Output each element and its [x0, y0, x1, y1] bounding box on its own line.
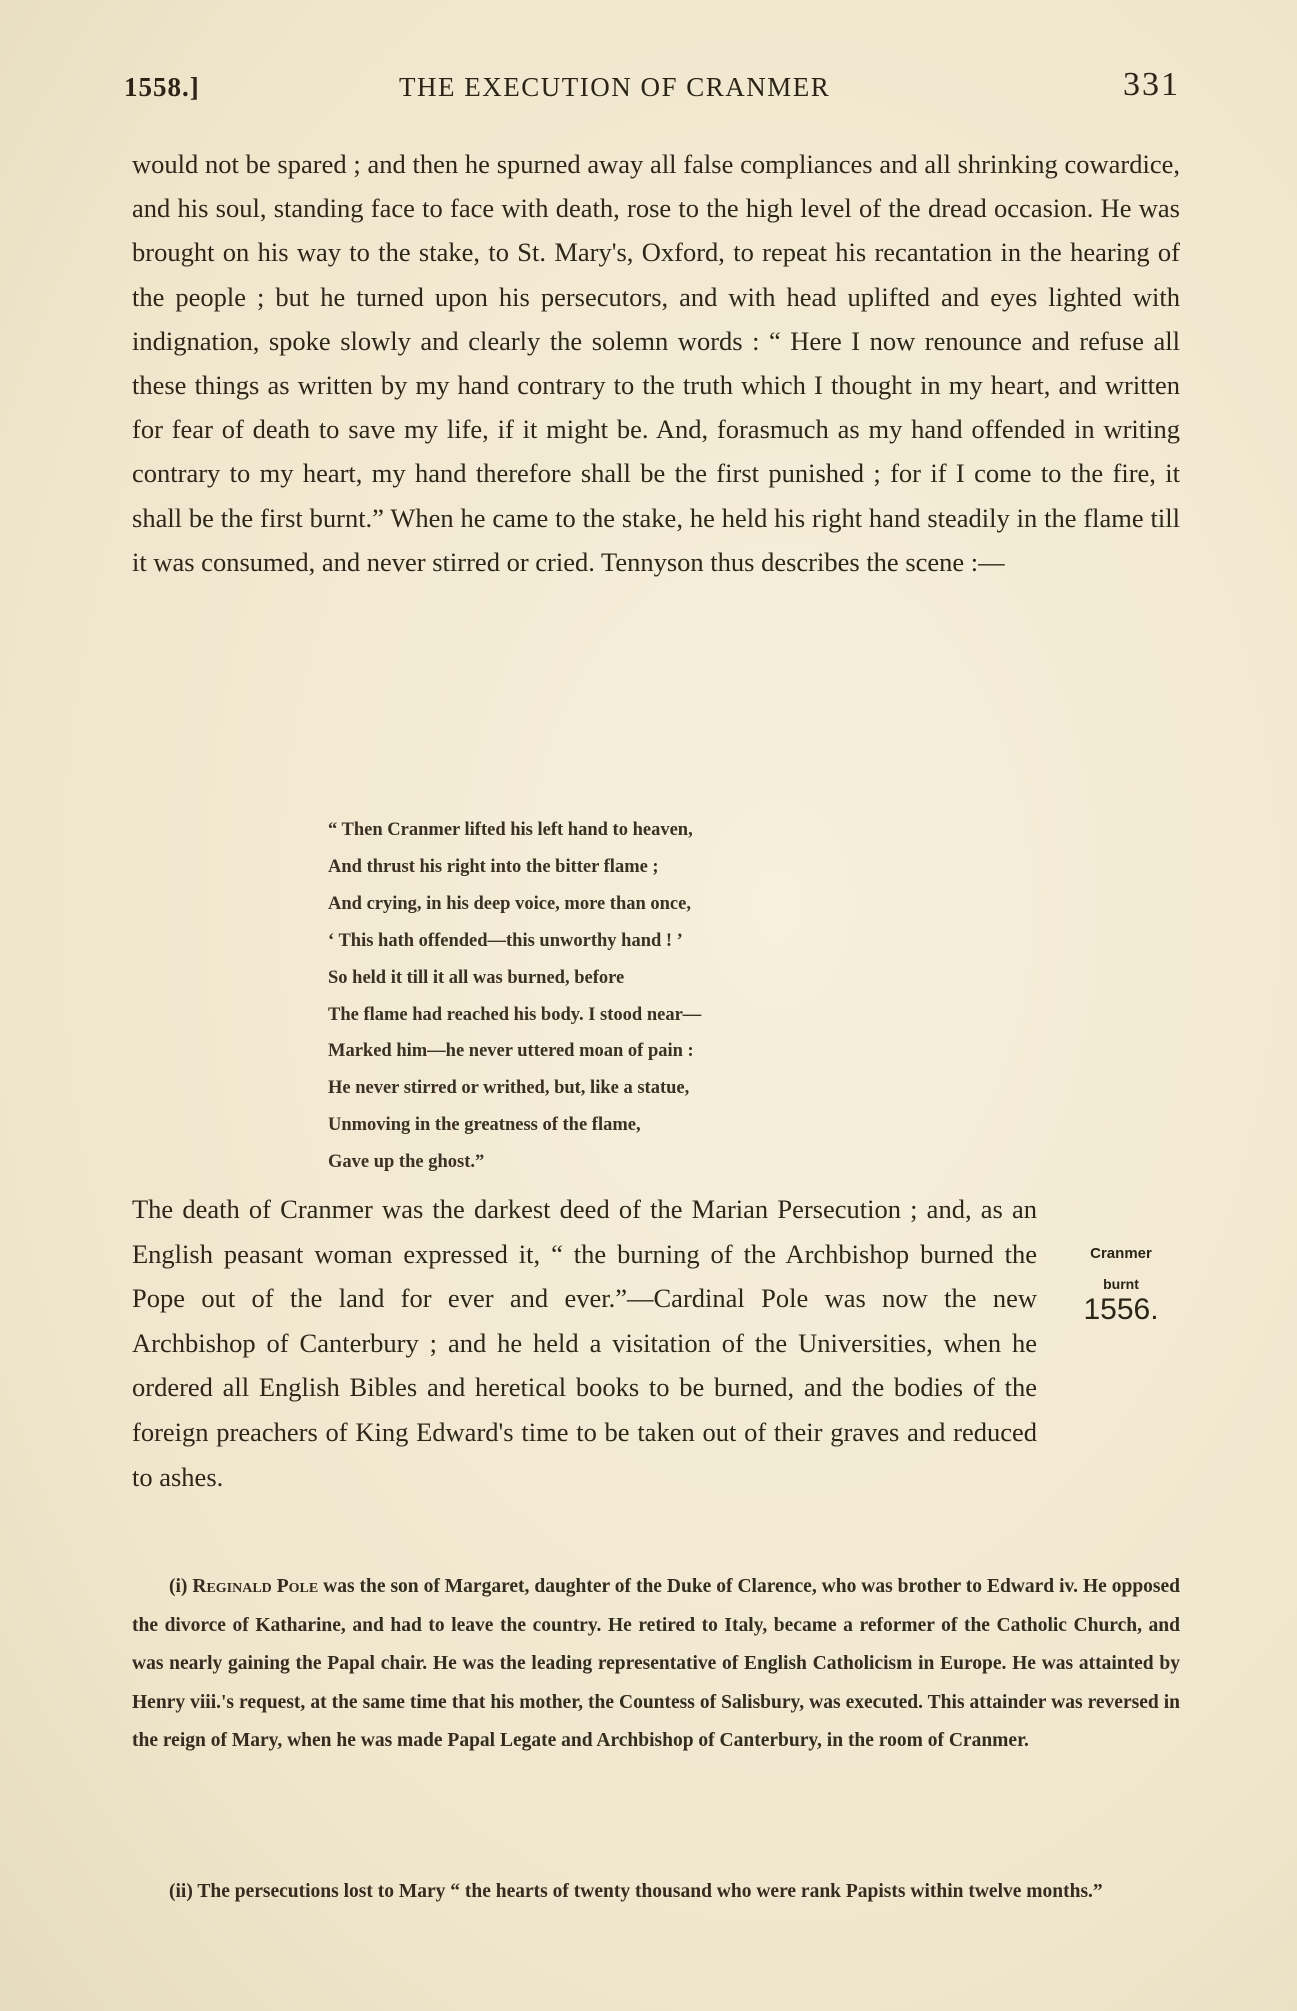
footnote-name: Reginald Pole: [192, 1576, 319, 1597]
poem-line: He never stirred or writhed, but, like a statue,: [328, 1078, 690, 1099]
paragraph-marian-persecution: The death of Cranmer was the darkest deed of the Marian Persecution ; and, as an English peasant woman expressed it, “ the burning of the Archbishop burned the Pope out of the land for ever and ever.”—Cardinal Pole was now the new Archbishop of Canterbury ; and he held a visitation of the Universities, when he ordered all English Bibles and heretical books to be burned, and the bodies of the foreign preachers of King Edward's time to be taken out of their graves and reduced to ashes.: [132, 1194, 1037, 1492]
footnote-persecutions: [132, 1873, 1180, 1912]
footnote-text: The persecutions lost to Mary “ the hearts of twenty thousand who were rank Papists within twelve months.”: [197, 1881, 1103, 1902]
footnote-marker: (ii): [169, 1881, 193, 1902]
margin-note-cranmer: Cranmer: [1090, 1245, 1152, 1262]
footnote-marker: (i): [169, 1576, 188, 1597]
page-number: 331: [1123, 66, 1180, 103]
paragraph-cranmer-recantation: would not be spared ; and then he spurned away all false compliances and all shrinking cowardice, and his soul, standing face to face with death, rose to the high level of the dread occasion. He was brought on his way to the stake, to St. Mary's, Oxford, to repeat his recantation in the hearing of the people ; but he turned upon his persecutors, and with head uplifted and eyes lighted with indignation, spoke slowly and clearly the solemn words : “ Here I now renounce and refuse all these things as written by my hand contrary to the truth which I thought in my heart, and written for fear of death to save my life, if it might be. And, forasmuch as my hand offended in writing contrary to my heart, my hand therefore shall be the first punished ; for if I come to the fire, it shall be the first burnt.” When he came to the stake, he held his right hand steadily in the flame till it was consumed, and never stirred or cried. Tennyson thus describes the scene :—: [132, 149, 1180, 577]
poem-line: And thrust his right into the bitter flame ;: [328, 856, 659, 877]
poem-line: Gave up the ghost.”: [328, 1152, 485, 1173]
poem-line: ‘ This hath offended—this unworthy hand ! ’: [328, 930, 683, 951]
poem-line: So held it till it all was burned, before: [328, 967, 625, 988]
header-title: THE EXECUTION OF CRANMER: [399, 72, 831, 102]
margin-note-year: 1556.: [1083, 1293, 1159, 1326]
margin-note-burnt: burnt: [1103, 1276, 1139, 1292]
poem-line: Unmoving in the greatness of the flame,: [328, 1115, 641, 1136]
running-header: [124, 66, 1180, 106]
poem-line: “ Then Cranmer lifted his left hand to heaven,: [328, 820, 693, 840]
footnote-reginald-pole: [132, 1568, 1180, 1761]
margin-note: [1062, 1243, 1180, 1325]
tennyson-quote: [328, 812, 1028, 1181]
footnote-text: was the son of Margaret, daughter of the Duke of Clarence, who was brother to Edward iv. He opposed the divorce of Katharine, and had to leave the country. He retired to Italy, became a reformer of the Catholic Church, and was nearly gaining the Papal chair. He was the leading representative of English Catholicism in Europe. He was attainted by Henry viii.'s request, at the same time that his mother, the Countess of Salisbury, was executed. This attainder was reversed in the reign of Mary, when he was made Papal Legate and Archbishop of Canterbury, in the room of Cranmer.: [132, 1576, 1181, 1751]
header-year: 1558.]: [124, 72, 200, 102]
poem-line: The flame had reached his body. I stood near—: [328, 1004, 702, 1025]
poem-line: Marked him—he never uttered moan of pain :: [328, 1041, 694, 1062]
poem-line: And crying, in his deep voice, more than once,: [328, 893, 691, 914]
